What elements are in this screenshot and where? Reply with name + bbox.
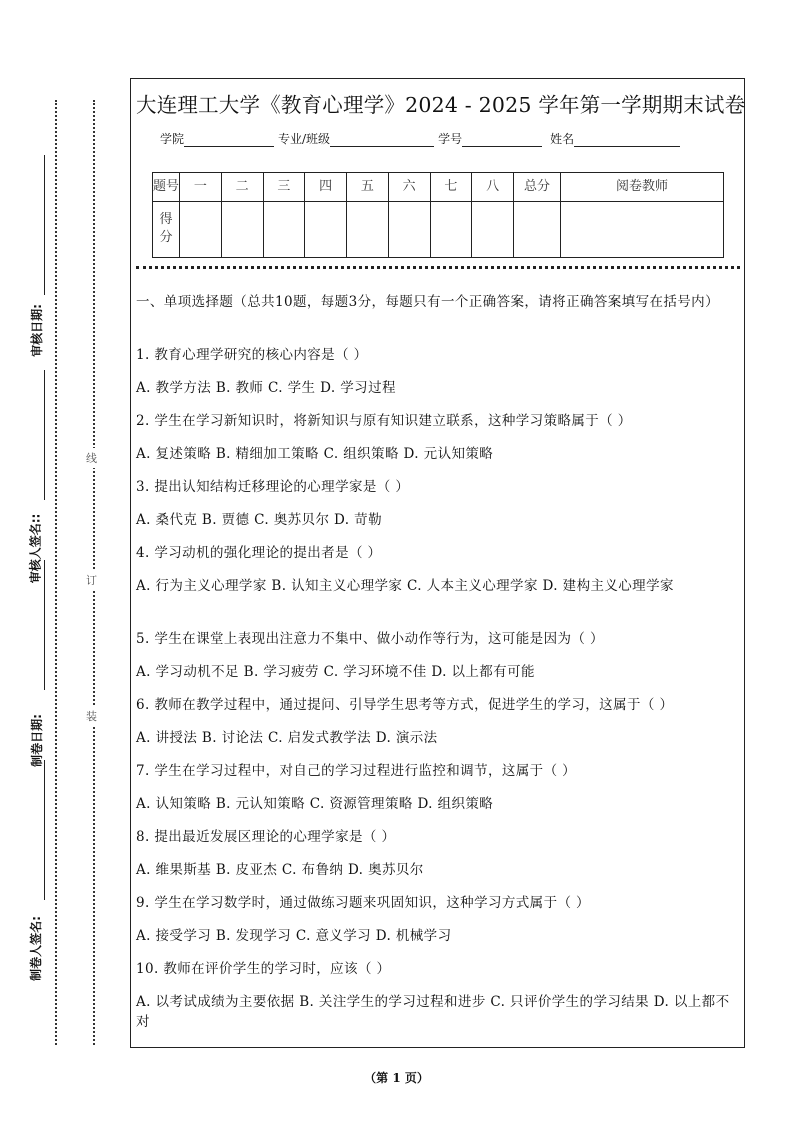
- student-info: [160, 130, 684, 147]
- college-field[interactable]: [184, 132, 274, 147]
- maker-sign-label: 制卷人签名:: [28, 916, 43, 981]
- question-4: 4. 学习动机的强化理论的提出者是（ ）: [136, 545, 382, 561]
- header-cell: 五: [347, 173, 389, 202]
- score-cell: [180, 201, 222, 257]
- divider: [136, 266, 740, 269]
- signature-line: [44, 760, 45, 900]
- score-cell: [472, 201, 514, 257]
- binding-char: 装: [86, 706, 97, 726]
- header-cell: 总分: [514, 173, 561, 202]
- question-9: 9. 学生在学习数学时，通过做练习题来巩固知识，这种学习方式属于（ ）: [136, 895, 590, 911]
- score-cell: [514, 201, 561, 257]
- table-row: [153, 201, 724, 257]
- header-cell: 一: [180, 173, 222, 202]
- score-cell: [388, 201, 430, 257]
- answer-options-7: A. 认知策略 B. 元认知策略 C. 资源管理策略 D. 组织策略: [136, 796, 494, 812]
- score-cell: [263, 201, 305, 257]
- answer-options-2: A. 复述策略 B. 精细加工策略 C. 组织策略 D. 元认知策略: [136, 446, 494, 462]
- header-cell: 六: [388, 173, 430, 202]
- name-label: 姓名: [550, 132, 575, 146]
- signature-line: [44, 560, 45, 690]
- header-cell: 三: [263, 173, 305, 202]
- question-2: 2. 学生在学习新知识时，将新知识与原有知识建立联系，这种学习策略属于（ ）: [136, 413, 632, 429]
- college-label: 学院: [160, 132, 185, 146]
- score-cell: [347, 201, 389, 257]
- id-label: 学号: [438, 132, 463, 146]
- answer-options-10: A. 以考试成绩为主要依据 B. 关注学生的学习过程和进步 C. 只评价学生的学习结果 D. 以上都不对: [136, 994, 730, 1030]
- page-number: （第 1 页）: [364, 1071, 429, 1085]
- header-cell: 四: [305, 173, 347, 202]
- score-cell: [305, 201, 347, 257]
- major-field[interactable]: [330, 132, 434, 147]
- score-cell: [561, 201, 724, 257]
- table-row: [153, 173, 724, 202]
- question-3: 3. 提出认知结构迁移理论的心理学家是（ ）: [136, 479, 410, 495]
- header-cell: 七: [430, 173, 472, 202]
- question-7: 7. 学生在学习过程中，对自己的学习过程进行监控和调节，这属于（ ）: [136, 763, 577, 779]
- binding-dotted-line: [55, 100, 57, 1045]
- binding-char: 订: [86, 570, 97, 590]
- question-6: 6. 教师在教学过程中，通过提问、引导学生思考等方式，促进学生的学习，这属于（ ）: [136, 697, 674, 713]
- question-1: 1. 教育心理学研究的核心内容是（ ）: [136, 347, 368, 363]
- score-cell: [221, 201, 263, 257]
- exam-title: 大连理工大学《教育心理学》2024 - 2025 学年第一学期期末试卷: [136, 93, 746, 117]
- score-table: [152, 172, 724, 258]
- answer-options-9: A. 接受学习 B. 发现学习 C. 意义学习 D. 机械学习: [136, 928, 452, 944]
- question-10: 10. 教师在评价学生的学习时，应该（ ）: [136, 961, 391, 977]
- signature-line: [44, 155, 45, 295]
- question-5: 5. 学生在课堂上表现出注意力不集中、做小动作等行为，这可能是因为（ ）: [136, 631, 604, 647]
- section-heading: 一、单项选择题（总共10题，每题3分，每题只有一个正确答案，请将正确答案填写在括号内）: [136, 294, 719, 310]
- header-cell: 阅卷教师: [561, 173, 724, 202]
- header-cell: 二: [221, 173, 263, 202]
- answer-options-3: A. 桑代克 B. 贾德 C. 奥苏贝尔 D. 苛勒: [136, 512, 382, 528]
- row-label: 题号: [153, 173, 180, 202]
- answer-options-6: A. 讲授法 B. 讨论法 C. 启发式教学法 D. 演示法: [136, 730, 438, 746]
- answer-options-4: A. 行为主义心理学家 B. 认知主义心理学家 C. 人本主义心理学家 D. 建构主义心理学家: [136, 578, 674, 594]
- answer-options-8: A. 维果斯基 B. 皮亚杰 C. 布鲁纳 D. 奥苏贝尔: [136, 862, 424, 878]
- signature-line: [44, 370, 45, 500]
- header-cell: 八: [472, 173, 514, 202]
- question-8: 8. 提出最近发展区理论的心理学家是（ ）: [136, 829, 396, 845]
- score-cell: [430, 201, 472, 257]
- id-field[interactable]: [462, 132, 542, 147]
- row-label: 得分: [153, 201, 180, 257]
- binding-char: 线: [86, 448, 97, 468]
- make-date-label: 制卷日期:: [29, 714, 44, 767]
- review-date-label: 审核日期:: [29, 304, 44, 357]
- major-label: 专业/班级: [278, 132, 331, 146]
- answer-options-5: A. 学习动机不足 B. 学习疲劳 C. 学习环境不佳 D. 以上都有可能: [136, 664, 535, 680]
- answer-options-1: A. 教学方法 B. 教师 C. 学生 D. 学习过程: [136, 380, 396, 396]
- reviewer-sign-label: 审核人签名::: [28, 513, 43, 584]
- name-field[interactable]: [574, 132, 680, 147]
